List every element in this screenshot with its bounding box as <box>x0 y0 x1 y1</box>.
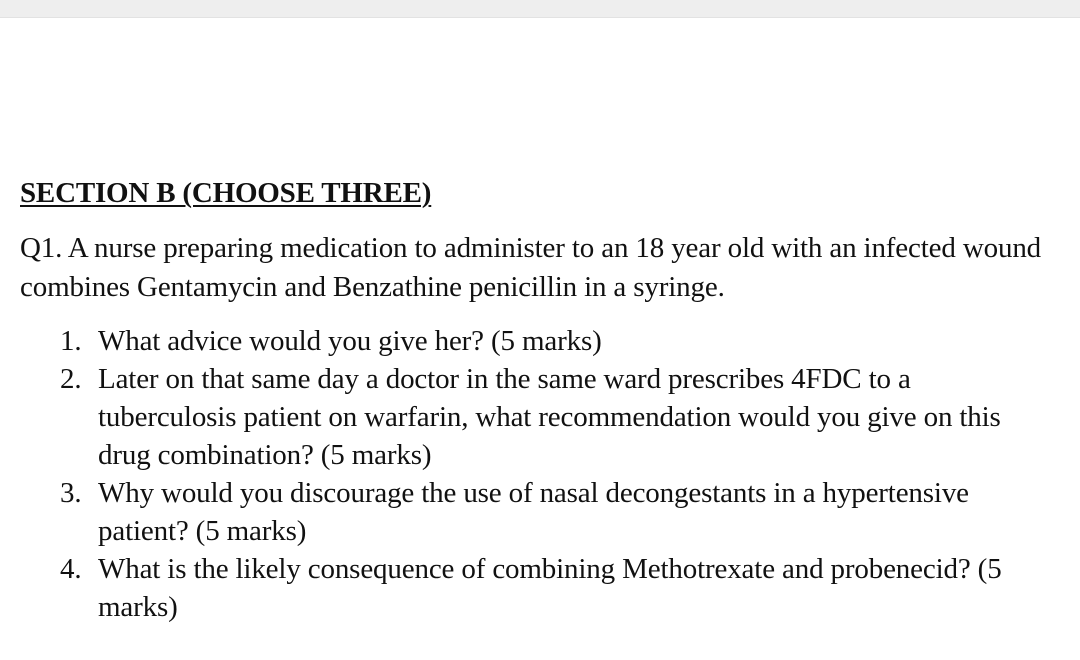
section-heading: SECTION B (CHOOSE THREE) <box>20 177 432 209</box>
sub-question-number: 2. <box>60 363 82 395</box>
question-intro: Q1. A nurse preparing medication to administer to an 18 year old with an infected wound combines Gentamycin and Benzathine penicillin in a syringe. <box>20 232 1042 303</box>
top-toolbar-strip <box>0 0 1080 18</box>
sub-question-2 <box>60 360 1050 474</box>
sub-question-number: 4. <box>60 553 82 585</box>
document-page <box>0 18 1080 660</box>
sub-question-text: Later on that same day a doctor in the same ward prescribes 4FDC to a tuberculosis patient on warfarin, what recommendation would you give on this drug combination? (5 marks) <box>98 363 1001 471</box>
sub-question-number: 1. <box>60 325 82 357</box>
sub-question-number: 3. <box>60 477 82 509</box>
sub-question-4 <box>60 550 1050 626</box>
sub-question-text: What is the likely consequence of combining Methotrexate and probenecid? (5 marks) <box>98 553 1002 623</box>
sub-question-text: What advice would you give her? (5 marks) <box>98 325 602 357</box>
sub-question-text: Why would you discourage the use of nasal decongestants in a hypertensive patient? (5 marks) <box>98 477 969 547</box>
sub-question-1 <box>60 322 1050 360</box>
sub-question-3 <box>60 474 1050 550</box>
sub-question-list <box>60 322 1050 626</box>
